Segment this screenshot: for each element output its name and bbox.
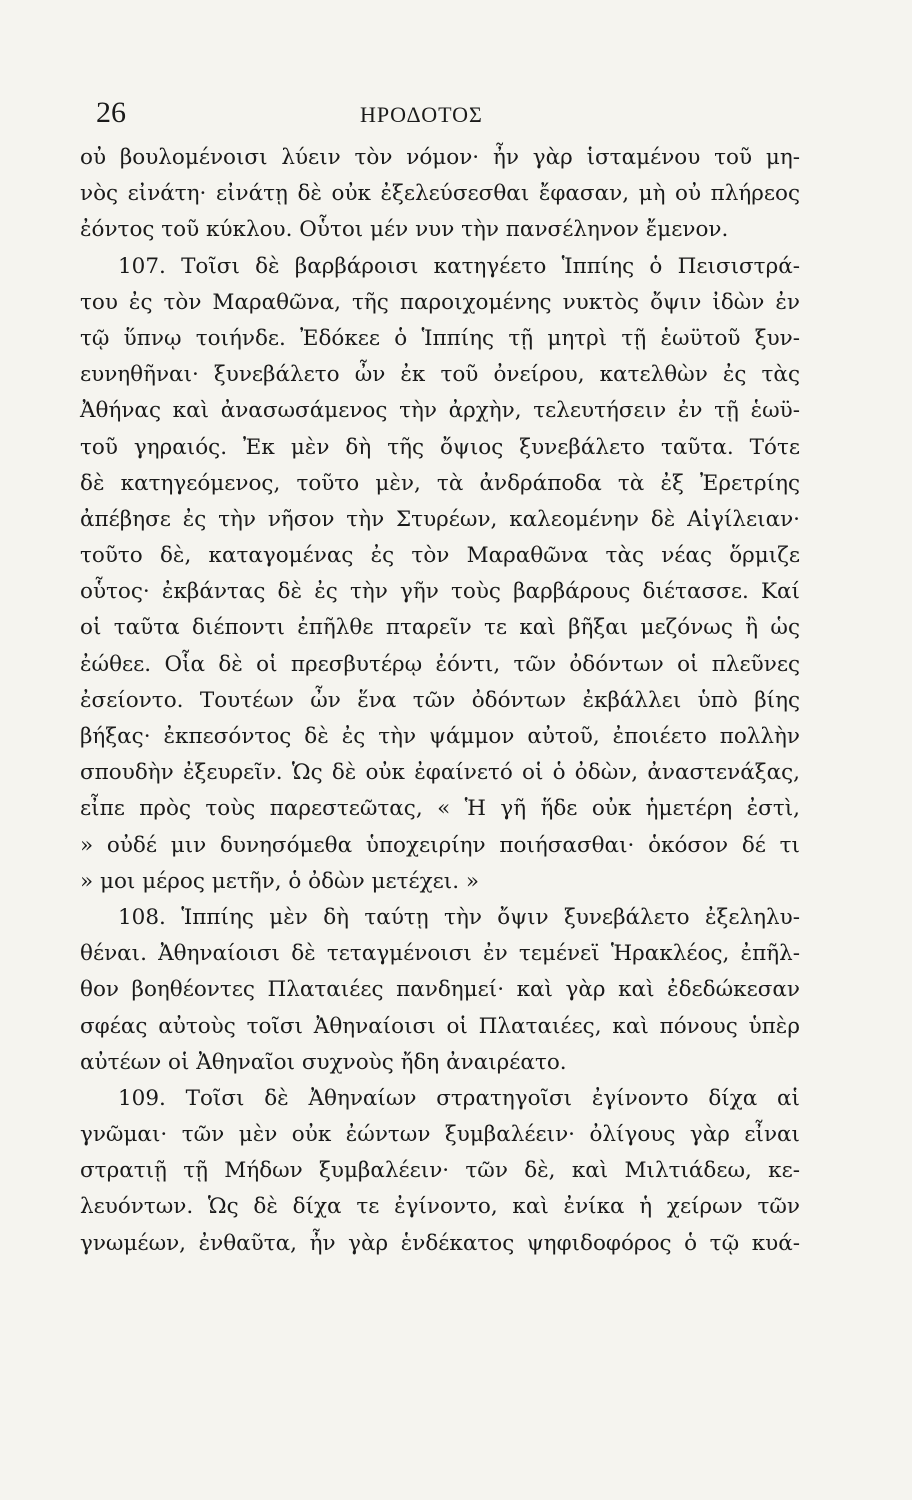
text-line: Ἀθήνας καὶ ἀνασωσάμενος τὴν ἀρχὴν, τελευτήσειν ἐν τῇ ἑωϋ-	[80, 398, 800, 424]
page-header	[96, 96, 796, 146]
text-line: ἐόντος τοῦ κύκλου. Οὗτοι μέν νυν τὴν πανσέληνον ἔμενον.	[80, 217, 729, 243]
text-line: θον βοηθέοντες Πλαταιέες πανδημεί· καὶ γὰρ καὶ ἐδεδώκεσαν	[80, 977, 800, 1003]
text-line: δὲ κατηγεόμενος, τοῦτο μὲν, τὰ ἀνδράποδα τὰ ἐξ Ἐρετρίης	[80, 470, 800, 496]
text-line: σφέας αὐτοὺς τοῖσι Ἀθηναίοισι οἱ Πλαταιέες, καὶ πόνους ὑπὲρ	[80, 1013, 800, 1039]
text-line: οὗτος· ἐκβάντας δὲ ἐς τὴν γῆν τοὺς βαρβάρους διέτασσε. Καί	[80, 579, 800, 605]
text-line: ἐώθεε. Οἷα δὲ οἱ πρεσβυτέρῳ ἐόντι, τῶν ὀδόντων οἱ πλεῦνες	[80, 651, 800, 677]
text-line: αὐτέων οἱ Ἀθηναῖοι συχνοὺς ἤδη ἀναιρέατο.	[80, 1049, 567, 1075]
text-line: » μοι μέρος μετῆν, ὁ ὀδὼν μετέχει. »	[80, 868, 480, 894]
text-line: γνῶμαι· τῶν μὲν οὐκ ἐώντων ξυμβαλέειν· ὀλίγους γὰρ εἶναι	[80, 1122, 800, 1148]
text-line: ἐσείοντο. Τουτέων ὦν ἕνα τῶν ὀδόντων ἐκβάλλει ὑπὸ βίης	[80, 687, 800, 713]
text-line: » οὐδέ μιν δυνησόμεθα ὑποχειρίην ποιήσασθαι· ὁκόσον δέ τι	[80, 832, 800, 858]
page-number: 26	[96, 96, 126, 129]
text-line: του ἐς τὸν Μαραθῶνα, τῆς παροιχομένης νυκτὸς ὄψιν ἰδὼν ἐν	[80, 289, 800, 315]
text-line: οἱ ταῦτα διέποντι ἐπῆλθε πταρεῖν τε καὶ βῆξαι μεζόνως ἢ ὡς	[80, 615, 800, 641]
text-line: ευνηθῆναι· ξυνεβάλετο ὦν ἐκ τοῦ ὀνείρου, κατελθὼν ἐς τὰς	[80, 362, 800, 388]
text-line: τοῦτο δὲ, καταγομένας ἐς τὸν Μαραθῶνα τὰς νέας ὅρμιζε	[80, 543, 800, 569]
text-line: νὸς εἰνάτη· εἰνάτῃ δὲ οὐκ ἐξελεύσεσθαι ἔφασαν, μὴ οὐ πλήρεος	[80, 181, 800, 207]
text-line: ἀπέβησε ἐς τὴν νῆσον τὴν Στυρέων, καλεομένην δὲ Αἰγίλειαν·	[80, 506, 800, 532]
text-line: θέναι. Ἀθηναίοισι δὲ τεταγμένοισι ἐν τεμένεϊ Ἡρακλέος, ἐπῆλ-	[80, 941, 800, 967]
text-line: λευόντων. Ὡς δὲ δίχα τε ἐγίνοντο, καὶ ἐνίκα ἡ χείρων τῶν	[80, 1194, 800, 1220]
section-109-start: 109. Τοῖσι δὲ Ἀθηναίων στρατηγοῖσι ἐγίνοντο δίχα αἱ	[118, 1085, 800, 1111]
text-line: στρατιῇ τῇ Μήδων ξυμβαλέειν· τῶν δὲ, καὶ Μιλτιάδεω, κε-	[80, 1158, 800, 1184]
text-line: σπουδὴν ἐξευρεῖν. Ὡς δὲ οὐκ ἐφαίνετό οἱ ὁ ὀδὼν, ἀναστενάξας,	[80, 760, 800, 786]
running-head: ΗΡΟΔΟΤΟΣ	[360, 102, 483, 127]
text-line: τοῦ γηραιός. Ἐκ μὲν δὴ τῆς ὄψιος ξυνεβάλετο ταῦτα. Τότε	[80, 434, 800, 460]
text-line: οὐ βουλομένοισι λύειν τὸν νόμον· ἦν γὰρ ἱσταμένου τοῦ μη-	[80, 145, 800, 170]
text-line: εἶπε πρὸς τοὺς παρεστεῶτας, « Ἡ γῆ ἥδε οὐκ ἡμετέρη ἐστὶ,	[80, 796, 800, 822]
section-107-start: 107. Τοῖσι δὲ βαρβάροισι κατηγέετο Ἱππίης ὁ Πεισιστρά-	[118, 253, 800, 279]
text-line: βήξας· ἐκπεσόντος δὲ ἐς τὴν ψάμμον αὐτοῦ, ἐποιέετο πολλὴν	[80, 724, 800, 749]
text-line: τῷ ὕπνῳ τοιήνδε. Ἐδόκεε ὁ Ἱππίης τῇ μητρὶ τῇ ἑωϋτοῦ ξυν-	[80, 325, 800, 351]
text-line: γνωμέων, ἐνθαῦτα, ἦν γὰρ ἑνδέκατος ψηφιδοφόρος ὁ τῷ κυά-	[80, 1230, 800, 1256]
section-108-start: 108. Ἱππίης μὲν δὴ ταύτῃ τὴν ὄψιν ξυνεβάλετο ἐξεληλυ-	[118, 904, 800, 930]
text-body	[80, 140, 800, 1262]
